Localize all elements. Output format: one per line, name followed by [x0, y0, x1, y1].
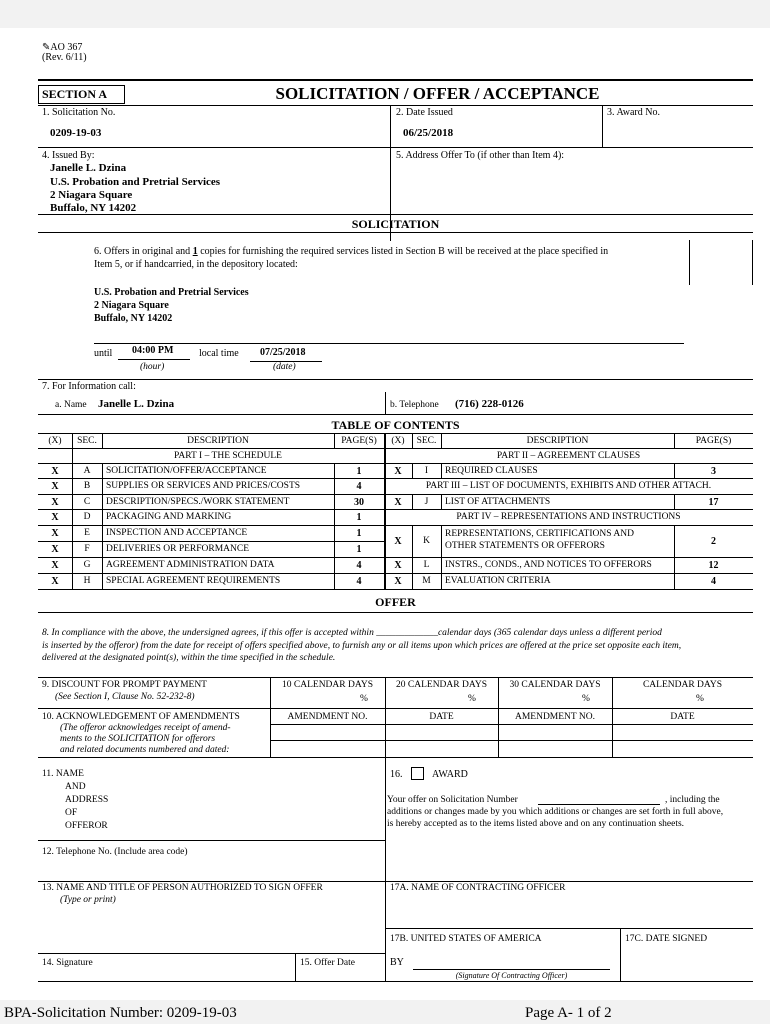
item7-label: 7. For Information call: — [42, 381, 136, 392]
item14-label: 14. Signature — [42, 958, 93, 968]
toc-row-g-check: X — [51, 560, 59, 571]
award-checkbox[interactable] — [411, 767, 424, 780]
toc-row-b-check: X — [51, 481, 59, 492]
by-label: BY — [390, 957, 404, 968]
toc-row-i-desc: REQUIRED CLAUSES — [445, 466, 538, 476]
rule — [38, 757, 753, 758]
toc-row-j-check: X — [394, 497, 402, 508]
solicitation-heading: SOLICITATION — [351, 217, 440, 231]
rule — [118, 359, 190, 360]
form-icon: ✎ — [42, 42, 51, 53]
toc-row-e-check: X — [51, 528, 59, 539]
section-label: SECTION A — [42, 87, 108, 101]
rule — [38, 414, 753, 415]
item13-label: 13. NAME AND TITLE OF PERSON AUTHORIZED TO SIGN OFFER — [42, 883, 323, 893]
toc-row-c-pages: 30 — [354, 497, 364, 508]
toc-row-h-check: X — [51, 576, 59, 587]
item8-line2: is inserted by the offeror) from the date for receipt of offers specified above, to furnish any or all items upon which prices are offered at the price set opposite each item, — [42, 641, 682, 651]
toc-header-desc: DESCRIPTION — [187, 436, 249, 446]
form-revision: (Rev. 6/11) — [42, 52, 87, 63]
toc-row-e-pages: 1 — [356, 528, 362, 539]
toc-row-h-pages: 4 — [356, 576, 362, 587]
discount-30-pct: % — [582, 694, 590, 704]
top-margin-band — [0, 0, 770, 28]
item8-line3: delivered at the designated point(s), within the time specified in the schedule. — [42, 653, 336, 663]
contact-name: Janelle L. Dzina — [98, 398, 175, 410]
toc-row-e-sec: E — [84, 528, 90, 538]
toc-row-d-desc: PACKAGING AND MARKING — [106, 512, 232, 522]
vline — [102, 463, 103, 589]
vline — [295, 953, 296, 981]
discount-10-pct: % — [360, 694, 368, 704]
toc-row-b-sec: B — [83, 481, 91, 491]
toc-row-d-pages: 1 — [356, 512, 362, 523]
rule — [38, 478, 753, 479]
rule — [38, 214, 753, 215]
rule — [38, 953, 385, 954]
form-id-text: AO 367 — [50, 42, 83, 53]
solicitation-number: 0209-19-03 — [50, 127, 102, 139]
amendment-date-2-header: DATE — [670, 712, 695, 722]
vline — [689, 240, 690, 285]
toc-row-g-sec: G — [83, 560, 91, 570]
rule — [270, 740, 753, 741]
toc-row-a-desc: SOLICITATION/OFFER/ACCEPTANCE — [106, 466, 267, 476]
rule — [94, 343, 684, 344]
rule — [38, 541, 384, 542]
toc-row-k-pages: 2 — [711, 536, 716, 547]
item12-label: 12. Telephone No. (Include area code) — [42, 847, 188, 857]
award-solicitation-number-line[interactable] — [538, 804, 660, 805]
footer-solicitation-number: BPA-Solicitation Number: 0209-19-03 — [4, 1005, 237, 1021]
toc-row-g-pages: 4 — [356, 560, 362, 571]
toc-row-l-check: X — [394, 560, 402, 571]
toc-row-c-desc: DESCRIPTION/SPECS./WORK STATEMENT — [106, 497, 290, 507]
item10-sub3: and related documents numbered and dated: — [60, 745, 230, 755]
toc-header-x: (X) — [48, 436, 62, 446]
toc-row-i-sec: I — [424, 466, 429, 476]
item1-label: 1. Solicitation No. — [42, 107, 116, 118]
toc-row-f-check: X — [51, 544, 59, 555]
item11-of: OF — [65, 808, 78, 818]
toc-row-k-check: X — [394, 536, 402, 547]
rule — [385, 928, 753, 929]
toc-row-k-desc2: OTHER STATEMENTS OR OFFERORS — [445, 541, 605, 551]
depository-street: 2 Niagara Square — [94, 300, 169, 311]
vline — [441, 494, 442, 509]
rule — [38, 612, 753, 613]
receipt-hour: 04:00 PM — [132, 345, 174, 356]
toc-part4: PART IV – REPRESENTATIONS AND INSTRUCTIONS — [456, 512, 681, 522]
toc-row-m-pages: 4 — [711, 576, 716, 587]
item16-line2: additions or changes made by you which additions or changes are set forth in full above, — [387, 807, 724, 817]
rule — [38, 589, 753, 590]
item16-line3: is hereby accepted as to the items listed above and on any continuation sheets. — [387, 819, 685, 829]
rule — [38, 379, 753, 380]
item17b-label: 17B. UNITED STATES OF AMERICA — [390, 934, 542, 944]
top-rule — [38, 79, 753, 81]
toc-row-f-desc: DELIVERIES OR PERFORMANCE — [106, 544, 250, 554]
amendment-date-1-header: DATE — [429, 712, 454, 722]
item6-text-post: copies for furnishing the required services listed in Section B will be received at the place specified in — [197, 246, 609, 257]
rule — [38, 232, 753, 233]
discount-calendar-pct: % — [696, 694, 704, 704]
amendment-no-2-header: AMENDMENT NO. — [514, 712, 596, 722]
issuer-name: Janelle L. Dzina — [50, 162, 127, 174]
vline — [620, 928, 621, 981]
toc-header-x-right: (X) — [391, 436, 405, 446]
item11-and: AND — [65, 782, 86, 792]
rule — [38, 105, 753, 106]
offer-heading: OFFER — [375, 595, 416, 609]
issuer-office: U.S. Probation and Pretrial Services — [50, 176, 221, 188]
discount-10-days: 10 CALENDAR DAYS — [282, 680, 373, 690]
item9-label: 9. DISCOUNT FOR PROMPT PAYMENT — [42, 680, 207, 690]
toc-row-c-sec: C — [83, 497, 91, 507]
item17c-label: 17C. DATE SIGNED — [625, 934, 708, 944]
toc-row-f-sec: F — [84, 544, 90, 554]
toc-row-c-check: X — [51, 497, 59, 508]
contact-phone-label: b. Telephone — [390, 400, 439, 410]
receipt-date: 07/25/2018 — [260, 347, 306, 358]
toc-row-m-desc: EVALUATION CRITERIA — [445, 576, 551, 586]
toc-row-l-pages: 12 — [708, 560, 719, 571]
local-time-label: local time — [199, 348, 239, 359]
toc-row-i-check: X — [394, 466, 402, 477]
item6-line1 — [94, 246, 608, 257]
item16-line1-post: , including the — [665, 795, 720, 805]
item6-copies: 1 — [192, 246, 198, 257]
vline — [441, 463, 442, 478]
rule — [38, 494, 753, 495]
page-title: SOLICITATION / OFFER / ACCEPTANCE — [275, 84, 600, 103]
toc-heading: TABLE OF CONTENTS — [331, 418, 460, 432]
toc-row-j-pages: 17 — [708, 497, 719, 508]
issuer-street: 2 Niagara Square — [50, 189, 133, 201]
issuer-city: Buffalo, NY 14202 — [50, 202, 137, 214]
item10-sub2: ments to the SOLICITATION for offerors — [60, 734, 216, 744]
award-label: AWARD — [432, 769, 468, 780]
date-caption: (date) — [273, 362, 296, 372]
contact-name-label: a. Name — [55, 400, 87, 410]
toc-row-a-sec: A — [83, 466, 91, 476]
toc-header-sec: SEC. — [77, 436, 97, 446]
toc-row-h-sec: H — [83, 576, 91, 586]
toc-part3: PART III – LIST OF DOCUMENTS, EXHIBITS AND OTHER ATTACH. — [425, 481, 712, 491]
rule — [38, 448, 753, 449]
toc-row-a-pages: 1 — [356, 466, 362, 477]
rule — [38, 573, 753, 574]
vline — [385, 757, 386, 981]
toc-part1: PART I – THE SCHEDULE — [174, 451, 282, 461]
rule — [38, 881, 753, 882]
discount-30-days: 30 CALENDAR DAYS — [509, 680, 601, 690]
item17a-label: 17A. NAME OF CONTRACTING OFFICER — [390, 883, 566, 893]
item10-sub1: (The offeror acknowledges receipt of amend- — [60, 723, 231, 733]
toc-row-j-sec: J — [424, 497, 429, 507]
toc-header-sec-right: SEC. — [416, 436, 437, 446]
item11-address: ADDRESS — [65, 795, 109, 805]
toc-row-k-sec: K — [423, 536, 430, 546]
rule — [38, 840, 385, 841]
toc-header-pages: PAGE(S) — [341, 436, 377, 446]
rule — [270, 724, 753, 725]
footer-page-number: Page A- 1 of 2 — [525, 1005, 612, 1021]
toc-row-j-desc: LIST OF ATTACHMENTS — [445, 497, 551, 507]
item15-label: 15. Offer Date — [300, 958, 355, 968]
item5-label: 5. Address Offer To (if other than Item 4): — [396, 150, 565, 161]
signature-caption: (Signature Of Contracting Officer) — [455, 971, 568, 980]
toc-header-pages-right: PAGE(S) — [695, 436, 732, 446]
depository-city: Buffalo, NY 14202 — [94, 313, 173, 324]
toc-part2: PART II – AGREEMENT CLAUSES — [496, 451, 641, 461]
until-label: until — [94, 348, 113, 359]
vline — [385, 392, 386, 414]
item6-line2: Item 5, or if handcarried, in the depository located: — [94, 259, 298, 270]
form-page — [0, 28, 770, 1000]
date-issued: 06/25/2018 — [403, 127, 454, 139]
item11-label: 11. NAME — [42, 769, 84, 779]
item16-label: 16. — [390, 769, 403, 780]
toc-row-l-desc: INSTRS., CONDS., AND NOTICES TO OFFERORS — [445, 560, 652, 570]
discount-calendar-days: CALENDAR DAYS — [642, 680, 723, 690]
hour-caption: (hour) — [140, 362, 165, 372]
toc-row-m-check: X — [394, 576, 402, 587]
vline — [602, 105, 603, 147]
item11-offeror: OFFEROR — [65, 821, 108, 831]
contracting-officer-signature-line[interactable] — [413, 969, 610, 970]
toc-header-desc-right: DESCRIPTION — [526, 436, 589, 446]
rule — [38, 525, 753, 526]
item10-label: 10. ACKNOWLEDGEMENT OF AMENDMENTS — [42, 712, 240, 722]
toc-row-d-check: X — [51, 512, 59, 523]
toc-row-f-pages: 1 — [356, 544, 362, 555]
item4-label: 4. Issued By: — [42, 150, 95, 161]
discount-20-pct: % — [468, 694, 476, 704]
toc-row-d-sec: D — [83, 512, 91, 522]
toc-row-l-sec: L — [423, 560, 430, 570]
rule — [38, 708, 753, 709]
contact-phone: (716) 228-0126 — [455, 398, 524, 410]
toc-row-b-desc: SUPPLIES OR SERVICES AND PRICES/COSTS — [106, 481, 301, 491]
toc-row-h-desc: SPECIAL AGREEMENT REQUIREMENTS — [106, 576, 281, 586]
toc-row-g-desc: AGREEMENT ADMINISTRATION DATA — [106, 560, 275, 570]
toc-row-k-desc1: REPRESENTATIONS, CERTIFICATIONS AND — [445, 529, 634, 539]
depository-office: U.S. Probation and Pretrial Services — [94, 287, 249, 298]
toc-row-e-desc: INSPECTION AND ACCEPTANCE — [106, 528, 248, 538]
item9-sub: (See Section I, Clause No. 52-232-8) — [55, 692, 195, 702]
rule — [38, 557, 753, 558]
toc-row-b-pages: 4 — [356, 481, 362, 492]
rule — [38, 509, 753, 510]
item8-line1: 8. In compliance with the above, the undersigned agrees, if this offer is accepted within _____________calendar days (365 calendar days unless a different period — [42, 628, 662, 638]
toc-row-m-sec: M — [422, 576, 431, 586]
discount-20-days: 20 CALENDAR DAYS — [396, 680, 487, 690]
rule — [38, 677, 753, 678]
amendment-no-1-header: AMENDMENT NO. — [287, 712, 368, 722]
toc-row-a-check: X — [51, 466, 59, 477]
rule — [38, 147, 753, 148]
item3-label: 3. Award No. — [607, 107, 660, 118]
toc-row-i-pages: 3 — [711, 466, 716, 477]
item16-line1-pre: Your offer on Solicitation Number — [387, 795, 518, 805]
rule — [38, 981, 753, 982]
item13-sub: (Type or print) — [60, 895, 116, 905]
rule — [38, 433, 753, 434]
vline — [752, 240, 753, 285]
item6-text-pre: 6. Offers in original and — [94, 246, 193, 257]
item2-label: 2. Date Issued — [396, 107, 453, 118]
rule — [38, 463, 753, 464]
